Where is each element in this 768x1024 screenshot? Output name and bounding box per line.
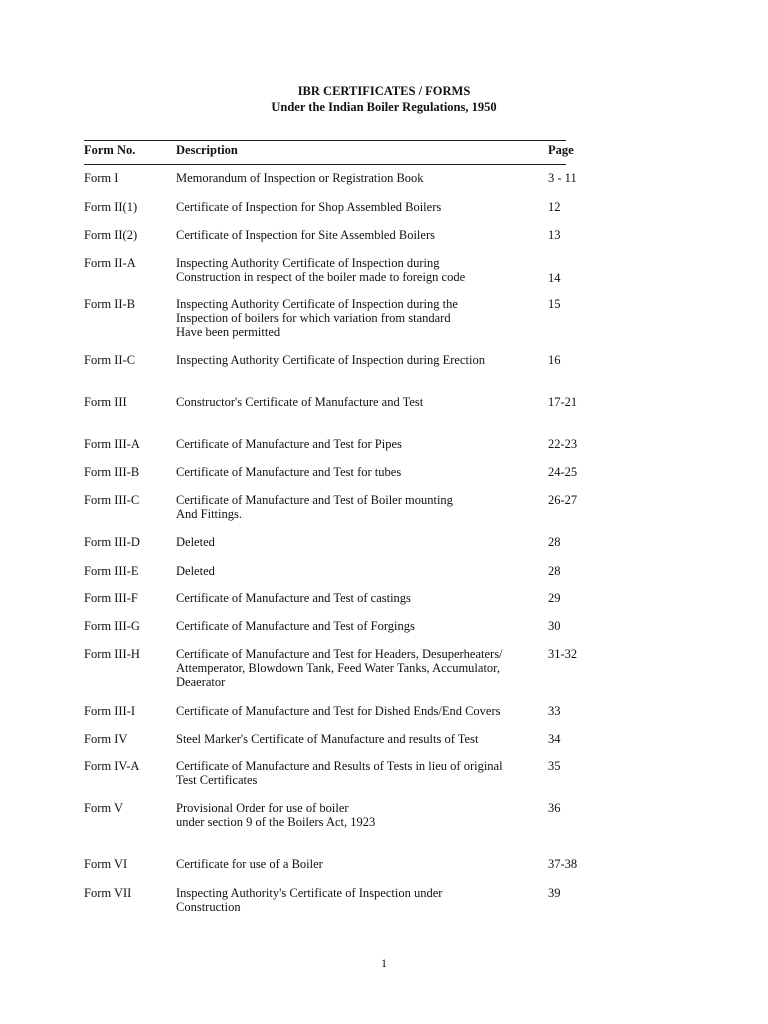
- description-line: Constructor's Certificate of Manufacture and Test: [176, 395, 424, 409]
- form-page-number: 30: [548, 619, 561, 633]
- description-line: Construction in respect of the boiler made to foreign code: [176, 270, 466, 284]
- column-header-page: Page: [548, 143, 574, 157]
- form-description: [176, 353, 536, 367]
- description-line: Construction: [176, 900, 241, 914]
- form-number: Form II-A: [84, 256, 136, 270]
- form-description: [176, 732, 536, 746]
- form-description: [176, 591, 536, 605]
- form-page-number: 16: [548, 353, 561, 367]
- form-number: Form VI: [84, 857, 128, 871]
- form-page-number: 24-25: [548, 465, 578, 479]
- form-number: Form V: [84, 801, 124, 815]
- description-line: Certificate of Manufacture and Test for Dished Ends/End Covers: [176, 704, 501, 718]
- form-number: Form II-C: [84, 353, 136, 367]
- form-number: Form IV: [84, 732, 128, 746]
- form-number: Form III-D: [84, 535, 140, 549]
- form-description: [176, 200, 536, 214]
- form-number: Form III: [84, 395, 127, 409]
- page-number: 1: [381, 956, 387, 970]
- form-description: [176, 704, 536, 718]
- form-page-number: 12: [548, 200, 561, 214]
- document-subtitle: Under the Indian Boiler Regulations, 1950: [271, 100, 497, 114]
- description-line: Certificate of Inspection for Site Assembled Boilers: [176, 228, 435, 242]
- form-number: Form III-H: [84, 647, 140, 661]
- form-page-number: 15: [548, 297, 561, 311]
- form-page-number: 17-21: [548, 395, 578, 409]
- description-line: Inspecting Authority Certificate of Inspection during Erection: [176, 353, 485, 367]
- description-line: Certificate of Manufacture and Test for Pipes: [176, 437, 402, 451]
- form-number: Form VII: [84, 886, 132, 900]
- description-line: Inspecting Authority Certificate of Inspection during the: [176, 297, 458, 311]
- form-number: Form IV-A: [84, 759, 140, 773]
- description-line: Inspecting Authority's Certificate of Inspection under: [176, 886, 443, 900]
- description-line: Provisional Order for use of boiler: [176, 801, 349, 815]
- form-number: Form III-C: [84, 493, 140, 507]
- description-line: Inspecting Authority Certificate of Inspection during: [176, 256, 440, 270]
- form-description: [176, 437, 536, 451]
- description-line: Certificate of Manufacture and Test for Headers, Desuperheaters/: [176, 647, 503, 661]
- description-line: Memorandum of Inspection or Registration Book: [176, 171, 424, 185]
- form-number: Form II(2): [84, 228, 138, 242]
- form-description: [176, 619, 536, 633]
- form-page-number: 28: [548, 564, 561, 578]
- form-description: [176, 465, 536, 479]
- description-line: under section 9 of the Boilers Act, 1923: [176, 815, 376, 829]
- form-number: Form II(1): [84, 200, 138, 214]
- form-page-number: 33: [548, 704, 561, 718]
- header-top-rule: [84, 140, 566, 141]
- form-page-number: 29: [548, 591, 561, 605]
- description-line: Certificate of Manufacture and Test of Forgings: [176, 619, 415, 633]
- description-line: Certificate for use of a Boiler: [176, 857, 323, 871]
- column-header-form-no: Form No.: [84, 143, 136, 157]
- form-page-number: 36: [548, 801, 561, 815]
- description-line: Certificate of Manufacture and Results of Tests in lieu of original: [176, 759, 503, 773]
- form-description: [176, 493, 536, 521]
- description-line: Certificate of Manufacture and Test of castings: [176, 591, 411, 605]
- form-page-number: 13: [548, 228, 561, 242]
- description-line: Steel Marker's Certificate of Manufacture and results of Test: [176, 732, 479, 746]
- form-number: Form III-B: [84, 465, 140, 479]
- form-number: Form III-G: [84, 619, 140, 633]
- form-page-number: 3 - 11: [548, 171, 577, 185]
- description-line: Inspection of boilers for which variation from standard: [176, 311, 451, 325]
- form-description: [176, 297, 536, 339]
- form-page-number: 26-27: [548, 493, 578, 507]
- form-description: [176, 647, 536, 689]
- form-description: [176, 801, 536, 829]
- form-description: [176, 228, 536, 242]
- description-line: Deaerator: [176, 675, 226, 689]
- description-line: Attemperator, Blowdown Tank, Feed Water Tanks, Accumulator,: [176, 661, 500, 675]
- header-bottom-rule: [84, 164, 566, 165]
- form-number: Form II-B: [84, 297, 136, 311]
- description-line: Test Certificates: [176, 773, 258, 787]
- form-page-number: 37-38: [548, 857, 578, 871]
- description-line: And Fittings.: [176, 507, 242, 521]
- form-description: [176, 564, 536, 578]
- form-description: [176, 886, 536, 914]
- form-number: Form III-F: [84, 591, 138, 605]
- description-line: Deleted: [176, 564, 215, 578]
- description-line: Certificate of Manufacture and Test of Boiler mounting: [176, 493, 453, 507]
- description-line: Certificate of Manufacture and Test for tubes: [176, 465, 402, 479]
- description-line: Certificate of Inspection for Shop Assembled Boilers: [176, 200, 442, 214]
- form-page-number: 14: [548, 271, 561, 285]
- form-page-number: 34: [548, 732, 561, 746]
- document-title: IBR CERTIFICATES / FORMS: [297, 84, 471, 98]
- form-number: Form III-I: [84, 704, 136, 718]
- form-number: Form I: [84, 171, 119, 185]
- form-description: [176, 857, 536, 871]
- form-page-number: 35: [548, 759, 561, 773]
- form-description: [176, 256, 536, 284]
- form-number: Form III-E: [84, 564, 139, 578]
- form-description: [176, 171, 536, 185]
- description-line: Have been permitted: [176, 325, 281, 339]
- description-line: Deleted: [176, 535, 215, 549]
- form-number: Form III-A: [84, 437, 140, 451]
- form-page-number: 22-23: [548, 437, 578, 451]
- form-page-number: 31-32: [548, 647, 578, 661]
- form-description: [176, 759, 536, 787]
- form-page-number: 28: [548, 535, 561, 549]
- form-description: [176, 535, 536, 549]
- form-description: [176, 395, 536, 409]
- column-header-description: Description: [176, 143, 238, 157]
- form-page-number: 39: [548, 886, 561, 900]
